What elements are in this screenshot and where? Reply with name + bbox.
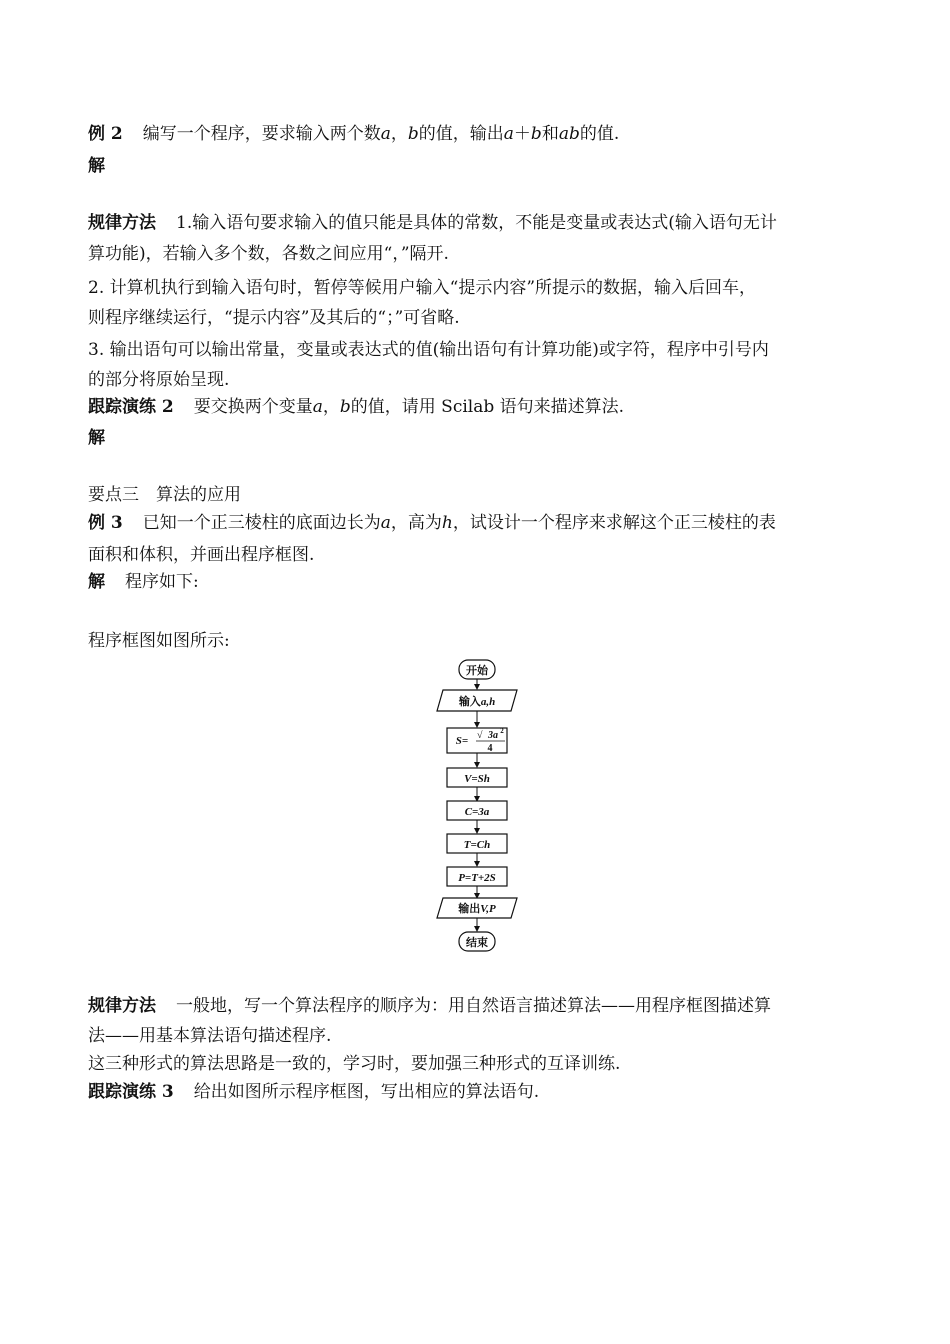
method-2-line-3: 这三种形式的算法思路是一致的，学习时，要加强三种形式的互译训练. [88, 1054, 621, 1074]
method-1-line-1 [88, 212, 868, 234]
plus-sign: ＋ [513, 124, 531, 144]
c-formula: C=3a [464, 806, 490, 818]
method-1-label: 规律方法 [88, 213, 156, 233]
solution-3-label: 解 [88, 572, 105, 592]
var-a: a [380, 513, 391, 533]
s-lhs: S= [455, 735, 469, 747]
method-1-line-3: 2. 计算机执行到输入语句时，暂停等候用户输入“提示内容”所提示的数据，输入后回车， [88, 278, 757, 298]
input-label: 输入 [458, 696, 481, 708]
method-1-line-2: 算功能)，若输入多个数，各数之间应用“，”隔开. [88, 244, 449, 264]
input-node [458, 694, 495, 708]
example-3-text-1: 已知一个正三棱柱的底面边长为 [142, 513, 381, 533]
sqrt-sign-icon: √ [477, 730, 483, 741]
var-h: h [441, 513, 453, 533]
var-a: a [380, 124, 391, 144]
output-node [457, 901, 496, 915]
var-b: b [530, 124, 542, 144]
example-2 [88, 123, 868, 145]
s-exponent: 2 [500, 727, 504, 735]
track-3-text: 给出如图所示程序框图，写出相应的算法语句. [193, 1082, 540, 1102]
method-2-line-1 [88, 995, 868, 1017]
example-3-text-2: ，高为 [390, 513, 442, 533]
comma: ， [322, 397, 340, 417]
example-3-text-3: ，试设计一个程序来求解这个正三棱柱的表 [452, 513, 776, 533]
example-2-text-2: 的值，输出 [418, 124, 504, 144]
output-vars: V,P [480, 903, 496, 915]
method-1-line-4: 则程序继续运行，“提示内容”及其后的“；”可省略. [88, 308, 460, 328]
solution-3-text: 程序如下: [125, 572, 199, 592]
method-2-label: 规律方法 [88, 996, 156, 1016]
track-2 [88, 396, 868, 418]
var-b: b [339, 397, 351, 417]
track-3-label: 跟踪演练 3 [88, 1082, 174, 1102]
track-2-label: 跟踪演练 2 [88, 397, 174, 417]
example-3-line-1 [88, 512, 868, 534]
var-ab: ab [558, 124, 580, 144]
method-2-text: 一般地，写一个算法程序的顺序为：用自然语言描述算法——用程序框图描述算 [176, 996, 771, 1016]
flowchart [430, 655, 530, 955]
track-2-text-1: 要交换两个变量 [193, 397, 313, 417]
solution-label: 解 [88, 156, 105, 176]
example-2-text-4: 的值. [579, 124, 620, 144]
var-a: a [503, 124, 514, 144]
method-2-line-2: 法——用基本算法语句描述程序. [88, 1026, 332, 1046]
p-formula: P=T+2S [458, 872, 496, 884]
var-b: b [407, 124, 419, 144]
solution-label: 解 [88, 428, 105, 448]
flowchart-caption: 程序框图如图所示: [88, 631, 230, 651]
end-label: 结束 [466, 937, 488, 949]
t-formula: T=Ch [463, 839, 491, 851]
s-denominator: 4 [487, 743, 493, 754]
start-label: 开始 [466, 665, 488, 677]
solution-3 [88, 571, 868, 593]
input-vars: a,h [480, 696, 496, 708]
example-3-label: 例 3 [88, 513, 123, 533]
method-1-line-6: 的部分将原始呈现. [88, 370, 230, 390]
method-1-line-5: 3. 输出语句可以输出常量，变量或表达式的值(输出语句有计算功能)或字符，程序中引号内 [88, 340, 769, 360]
comma: ， [390, 124, 408, 144]
v-formula: V=Sh [464, 773, 490, 785]
track-2-text-2: 的值，请用 Scilab 语句来描述算法. [350, 397, 625, 417]
s-numerator: 3a [488, 730, 498, 741]
example-3-line-2: 面积和体积，并画出程序框图. [88, 545, 315, 565]
section-heading: 要点三 算法的应用 [88, 485, 241, 505]
output-label: 输出 [458, 903, 481, 915]
example-2-label: 例 2 [88, 124, 123, 144]
example-2-text-1: 编写一个程序，要求输入两个数 [142, 124, 381, 144]
track-3 [88, 1081, 868, 1103]
var-a: a [312, 397, 323, 417]
example-2-text-3: 和 [541, 124, 559, 144]
method-1-text: 1.输入语句要求输入的值只能是具体的常数，不能是变量或表达式(输入语句无计 [176, 213, 777, 233]
